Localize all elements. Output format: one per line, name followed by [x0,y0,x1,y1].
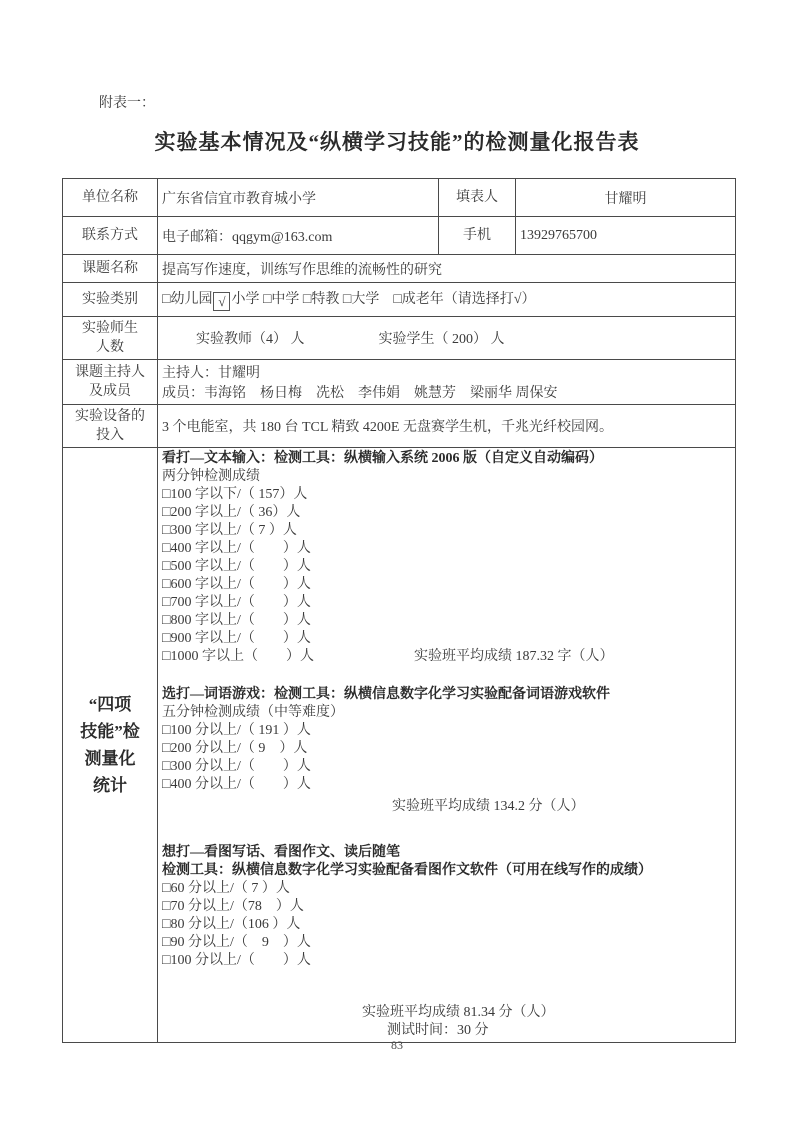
teacher-count: 实验教师（4） 人 [196,332,305,347]
section-subheader: 两分钟检测成绩 [162,469,260,484]
score-item: □700 字以上/（ ）人 [162,595,311,610]
staff-count-label: 实验师生 人数 [63,317,158,360]
page-title: 实验基本情况及“纵横学习技能”的检测量化报告表 [154,130,640,154]
table-row-staff [63,317,736,360]
score-item: □400 字以上/（ ）人 [162,541,311,556]
score-item: □200 字以上/（ 36）人 [162,505,301,520]
report-table [62,178,736,1043]
score-item: □60 分以上/（ 7 ）人 [162,881,290,896]
class-average: 实验班平均成绩 134.2 分（人） [392,799,585,814]
section-header-tool: 检测工具：纵横信息数字化学习实验配备看图作文软件（可用在线写作的成绩） [162,863,652,878]
score-item: □90 分以上/（ 9 ）人 [162,935,311,950]
score-item: □600 字以上/（ ）人 [162,577,311,592]
table-row-unit [63,179,736,217]
section-subheader: 五分钟检测成绩（中等难度） [162,705,344,720]
score-item: □80 分以上/（106 ）人 [162,917,301,932]
host-value [158,360,736,405]
topic-value: 提高写作速度，训练写作思维的流畅性的研究 [158,255,736,283]
table-row-equipment [63,405,736,448]
section-picture-writing [162,844,731,1040]
section-header: 看打—文本输入：检测工具：纵横输入系统 2006 版（自定义自动编码） [162,451,603,466]
checked-checkbox-icon: √ [213,292,230,311]
section-header: 选打—词语游戏：检测工具：纵横信息数字化学习实验配备词语游戏软件 [162,687,610,702]
table-row-topic [63,255,736,283]
category-option-kindergarten: □幼儿园 [162,292,213,307]
score-item: □100 分以上/（ 191 ）人 [162,723,311,738]
unit-name-value: 广东省信宜市教育城小学 [158,179,439,217]
topic-label: 课题名称 [63,255,158,283]
score-item: □800 字以上/（ ）人 [162,613,311,628]
mobile-label: 手机 [439,217,516,255]
contact-label: 联系方式 [63,217,158,255]
score-item: □300 分以上/（ ）人 [162,759,311,774]
email-value: 电子邮箱：qqgym@163.com [158,217,439,255]
class-average: 实验班平均成绩 187.32 字（人） [413,649,614,664]
score-item: □300 字以上/（ 7 ）人 [162,523,297,538]
score-item-with-average [162,648,731,666]
table-row-skills-stats [63,448,736,1043]
score-item: □900 字以上/（ ）人 [162,631,311,646]
attachment-note: 附表一： [99,96,155,111]
class-average: 实验班平均成绩 81.34 分（人） [362,1005,555,1020]
score-item: □70 分以上/（78 ）人 [162,899,304,914]
score-item: □500 字以上/（ ）人 [162,559,311,574]
table-row-host [63,360,736,405]
section-header: 想打—看图写话、看图作文、读后随笔 [162,845,400,860]
page-number: 83 [391,1038,403,1052]
equipment-label: 实验设备的 投入 [63,405,158,448]
section-text-input [162,450,731,666]
host-name-line: 主持人：甘耀明 [162,366,260,381]
table-row-contact [63,217,736,255]
host-label: 课题主持人 及成员 [63,360,158,405]
filler-value: 甘耀明 [516,179,736,217]
score-item: □200 分以上/（ 9 ）人 [162,741,308,756]
score-item: □100 分以上/（ ）人 [162,953,311,968]
category-options: 小学 □中学 □特教 □大学 □成老年（请选择打√） [231,292,536,307]
category-value [158,283,736,317]
mobile-value: 13929765700 [516,217,736,255]
unit-name-label: 单位名称 [63,179,158,217]
student-count: 实验学生（ 200） 人 [378,332,505,347]
score-item: □400 分以上/（ ）人 [162,777,311,792]
section-word-game [162,686,731,816]
score-item: □1000 字以上（ ）人 [162,649,314,664]
skills-stats-label: “四项 技能”检 测量化 统计 [63,448,158,1043]
score-item: □100 字以下/（ 157）人 [162,487,308,502]
table-row-category [63,283,736,317]
staff-count-value [158,317,736,360]
member-names-line: 成员：韦海铭 杨日梅 冼松 李伟娟 姚慧芳 梁丽华 周保安 [162,386,558,401]
test-time: 测试时间：30 分 [387,1023,489,1038]
filler-label: 填表人 [439,179,516,217]
category-label: 实验类别 [63,283,158,317]
skills-stats-content [158,448,736,1043]
equipment-value: 3 个电能室，共 180 台 TCL 精致 4200E 无盘赛学生机，千兆光纤校园网。 [158,405,736,448]
